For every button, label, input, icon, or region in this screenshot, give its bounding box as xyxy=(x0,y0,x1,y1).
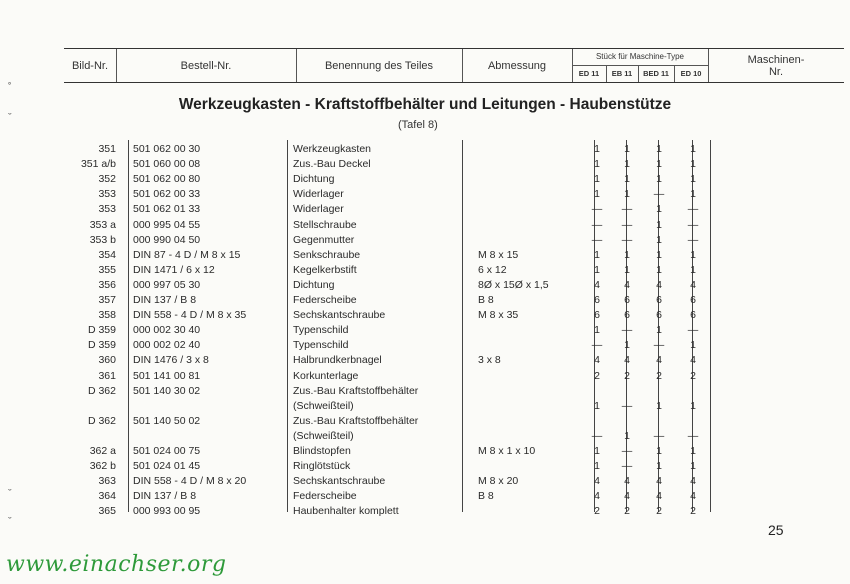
cell-quantity: 4 xyxy=(594,354,600,367)
cell-quantity: 1 xyxy=(594,248,600,261)
cell-abmessung: 8Ø x 15Ø x 1,5 xyxy=(478,278,549,291)
cell-quantity: 1 xyxy=(656,324,662,337)
cell-quantity: 4 xyxy=(690,354,696,367)
table-row xyxy=(0,172,850,187)
cell-quantity: 1 xyxy=(656,173,662,186)
cell-quantity: 4 xyxy=(656,354,662,367)
table-row xyxy=(0,399,850,414)
cell-benennung: Halbrundkerbnagel xyxy=(293,354,382,367)
cell-quantity: — xyxy=(687,233,699,246)
table-header xyxy=(64,48,844,83)
cell-quantity: 2 xyxy=(624,369,630,382)
cell-bild-nr: 358 xyxy=(98,309,116,322)
cell-quantity: 2 xyxy=(594,369,600,382)
table-row xyxy=(0,263,850,278)
cell-quantity: 1 xyxy=(624,158,630,171)
table-row xyxy=(0,444,850,459)
cell-bestell-nr: 000 002 02 40 xyxy=(133,339,201,352)
cell-quantity: 1 xyxy=(690,399,696,412)
table-row xyxy=(0,308,850,323)
cell-bild-nr: 361 xyxy=(98,369,116,382)
cell-quantity: 1 xyxy=(656,158,662,171)
cell-quantity: 1 xyxy=(594,158,600,171)
cell-bild-nr: 360 xyxy=(98,354,116,367)
cell-bild-nr: 365 xyxy=(98,505,116,518)
table-row xyxy=(0,142,850,157)
cell-quantity: 2 xyxy=(594,505,600,518)
cell-quantity: 6 xyxy=(656,309,662,322)
cell-bild-nr: 362 b xyxy=(89,460,116,473)
cell-bild-nr: 351 a/b xyxy=(80,158,116,171)
cell-bild-nr: 351 xyxy=(98,143,116,155)
cell-bild-nr: 357 xyxy=(98,294,116,306)
cell-quantity: — xyxy=(621,445,633,457)
cell-benennung: Federscheibe xyxy=(293,294,357,306)
cell-quantity: 1 xyxy=(690,173,696,186)
table-row xyxy=(0,187,850,202)
cell-bild-nr: 363 xyxy=(98,475,116,488)
cell-quantity: 4 xyxy=(624,490,630,503)
cell-quantity: — xyxy=(621,399,633,412)
cell-bild-nr: 352 xyxy=(98,173,116,186)
cell-quantity: 2 xyxy=(690,505,696,518)
table-row xyxy=(0,218,850,233)
cell-quantity: 1 xyxy=(624,339,630,352)
page-number: 25 xyxy=(768,522,784,538)
cell-benennung: (Schweißteil) xyxy=(293,399,354,412)
cell-benennung: Federscheibe xyxy=(293,490,357,503)
cell-quantity: 1 xyxy=(690,460,696,473)
cell-bild-nr: 353 a xyxy=(89,218,116,231)
cell-quantity: 1 xyxy=(656,399,662,412)
cell-abmessung: M 8 x 1 x 10 xyxy=(478,445,536,457)
margin-mark: ˇ xyxy=(8,516,12,528)
cell-bestell-nr: 501 141 00 81 xyxy=(133,369,201,382)
cell-bestell-nr: DIN 1471 / 6 x 12 xyxy=(133,263,215,276)
cell-quantity: 4 xyxy=(656,475,662,488)
cell-benennung: Zus.-Bau Deckel xyxy=(293,158,371,171)
cell-quantity: 6 xyxy=(690,309,696,322)
cell-bestell-nr: 000 995 04 55 xyxy=(133,218,201,231)
cell-quantity: 6 xyxy=(624,309,630,322)
cell-bestell-nr: DIN 558 - 4 D / M 8 x 20 xyxy=(133,475,247,488)
cell-benennung: Gegenmutter xyxy=(293,233,355,246)
cell-quantity: 4 xyxy=(624,475,630,488)
cell-quantity: 1 xyxy=(624,173,630,186)
cell-bestell-nr: 000 993 00 95 xyxy=(133,505,201,518)
cell-quantity: 1 xyxy=(690,263,696,276)
cell-quantity: 6 xyxy=(594,309,600,322)
cell-quantity: 4 xyxy=(624,278,630,291)
cell-bild-nr: D 362 xyxy=(87,414,116,427)
table-row xyxy=(0,202,850,217)
cell-abmessung: M 8 x 15 xyxy=(478,248,519,261)
cell-quantity: 6 xyxy=(690,294,696,306)
cell-quantity: 1 xyxy=(624,429,630,442)
cell-bestell-nr: 000 997 05 30 xyxy=(133,278,201,291)
cell-bild-nr: D 362 xyxy=(87,384,116,397)
table-row xyxy=(0,293,850,308)
cell-benennung: Werkzeugkasten xyxy=(293,143,372,155)
header-type-ed10: ED 10 xyxy=(680,69,702,78)
cell-benennung: Widerlager xyxy=(293,203,344,216)
cell-quantity: — xyxy=(653,429,665,442)
cell-quantity: — xyxy=(621,233,633,246)
cell-quantity: 4 xyxy=(690,278,696,291)
cell-quantity: — xyxy=(591,203,603,216)
cell-quantity: 1 xyxy=(656,143,662,155)
table-row xyxy=(0,414,850,429)
cell-bestell-nr: 000 990 04 50 xyxy=(133,233,201,246)
cell-quantity: — xyxy=(687,324,699,337)
table-row xyxy=(0,459,850,474)
cell-benennung: Sechskantschraube xyxy=(293,475,386,488)
cell-quantity: 4 xyxy=(690,475,696,488)
table-row xyxy=(0,474,850,489)
margin-mark: ˚ xyxy=(8,82,12,94)
cell-quantity: 4 xyxy=(594,475,600,488)
cell-quantity: 1 xyxy=(594,399,600,412)
cell-bestell-nr: DIN 1476 / 3 x 8 xyxy=(133,354,209,367)
cell-benennung: Widerlager xyxy=(293,188,344,201)
cell-quantity: — xyxy=(653,188,665,201)
cell-benennung: Stellschraube xyxy=(293,218,357,231)
cell-bestell-nr: 501 062 00 30 xyxy=(133,143,201,155)
cell-quantity: — xyxy=(687,203,699,216)
cell-bestell-nr: 501 062 00 33 xyxy=(133,188,201,201)
cell-bestell-nr: 501 024 01 45 xyxy=(133,460,201,473)
cell-quantity: — xyxy=(591,339,603,352)
cell-quantity: 6 xyxy=(656,294,662,306)
header-maschinen: Maschinen- Nr. xyxy=(747,53,805,78)
cell-bestell-nr: DIN 87 - 4 D / M 8 x 15 xyxy=(133,248,241,261)
cell-bild-nr: 356 xyxy=(98,278,116,291)
cell-quantity: — xyxy=(621,324,633,337)
table-row xyxy=(0,384,850,399)
cell-benennung: Korkunterlage xyxy=(293,369,359,382)
cell-abmessung: B 8 xyxy=(478,294,494,306)
cell-quantity: 1 xyxy=(594,445,600,457)
cell-quantity: 2 xyxy=(656,369,662,382)
cell-quantity: 1 xyxy=(656,445,662,457)
cell-quantity: 1 xyxy=(656,233,662,246)
cell-abmessung: B 8 xyxy=(478,490,494,503)
table-row xyxy=(0,504,850,519)
cell-quantity: 4 xyxy=(594,490,600,503)
cell-benennung: Dichtung xyxy=(293,173,335,186)
cell-quantity: 1 xyxy=(690,339,696,352)
cell-bild-nr: 353 b xyxy=(89,233,116,246)
cell-bild-nr: D 359 xyxy=(87,324,116,337)
cell-quantity: 1 xyxy=(690,158,696,171)
table-row xyxy=(0,278,850,293)
margin-mark: ˇ xyxy=(8,488,12,500)
cell-quantity: 4 xyxy=(656,490,662,503)
cell-bestell-nr: DIN 137 / B 8 xyxy=(133,490,197,503)
watermark: www.einachser.org xyxy=(6,552,227,577)
cell-quantity: 1 xyxy=(690,188,696,201)
table-row xyxy=(0,233,850,248)
cell-quantity: 4 xyxy=(594,278,600,291)
cell-quantity: 4 xyxy=(656,278,662,291)
cell-quantity: — xyxy=(687,429,699,442)
header-abmessung: Abmessung xyxy=(487,59,547,72)
cell-bild-nr: 354 xyxy=(98,248,116,261)
cell-bestell-nr: 000 002 30 40 xyxy=(133,324,201,337)
cell-quantity: 1 xyxy=(594,143,600,155)
table-row xyxy=(0,353,850,368)
cell-quantity: 2 xyxy=(690,369,696,382)
cell-bild-nr: 364 xyxy=(98,490,116,503)
cell-bestell-nr: 501 060 00 08 xyxy=(133,158,201,171)
cell-bild-nr: 353 xyxy=(98,203,116,216)
cell-quantity: — xyxy=(653,339,665,352)
table-row xyxy=(0,369,850,384)
cell-bestell-nr: 501 062 01 33 xyxy=(133,203,201,216)
cell-quantity: 1 xyxy=(624,263,630,276)
cell-quantity: — xyxy=(687,218,699,231)
cell-benennung: Blindstopfen xyxy=(293,445,351,457)
cell-benennung: Sechskantschraube xyxy=(293,309,386,322)
cell-bestell-nr: 501 024 00 75 xyxy=(133,445,201,457)
cell-quantity: 2 xyxy=(624,505,630,518)
cell-bestell-nr: 501 062 00 80 xyxy=(133,173,201,186)
cell-quantity: — xyxy=(591,429,603,442)
cell-quantity: — xyxy=(621,203,633,216)
table-row xyxy=(0,338,850,353)
cell-quantity: 6 xyxy=(624,294,630,306)
cell-bestell-nr: 501 140 50 02 xyxy=(133,414,201,427)
cell-benennung: Senkschraube xyxy=(293,248,361,261)
cell-benennung: Ringlötstück xyxy=(293,460,351,473)
cell-quantity: 1 xyxy=(594,263,600,276)
cell-abmessung: 6 x 12 xyxy=(478,263,507,276)
cell-benennung: Kegelkerbstift xyxy=(293,263,357,276)
header-type-bed11: BED 11 xyxy=(643,69,669,78)
cell-bild-nr: 355 xyxy=(98,263,116,276)
cell-quantity: 1 xyxy=(656,203,662,216)
cell-quantity: 1 xyxy=(656,248,662,261)
cell-benennung: Dichtung xyxy=(293,278,335,291)
cell-quantity: 1 xyxy=(624,248,630,261)
cell-quantity: 1 xyxy=(624,188,630,201)
cell-benennung: Zus.-Bau Kraftstoffbehälter xyxy=(293,414,419,427)
header-benennung: Benennung des Teiles xyxy=(324,59,434,72)
cell-benennung: (Schweißteil) xyxy=(293,429,354,442)
cell-quantity: 1 xyxy=(594,460,600,473)
cell-quantity: — xyxy=(591,233,603,246)
cell-quantity: 1 xyxy=(594,173,600,186)
cell-bestell-nr: 501 140 30 02 xyxy=(133,384,201,397)
cell-quantity: 2 xyxy=(656,505,662,518)
cell-benennung: Typenschild xyxy=(293,324,349,337)
header-type-ed11: ED 11 xyxy=(578,69,600,78)
table-row xyxy=(0,157,850,172)
header-bestell: Bestell-Nr. xyxy=(180,59,232,72)
table-row xyxy=(0,489,850,504)
margin-mark: ˇ xyxy=(8,112,12,124)
cell-quantity: — xyxy=(621,218,633,231)
cell-quantity: 1 xyxy=(656,263,662,276)
cell-quantity: 1 xyxy=(656,460,662,473)
cell-quantity: 1 xyxy=(690,143,696,155)
cell-quantity: 4 xyxy=(624,354,630,367)
cell-bild-nr: 353 xyxy=(98,188,116,201)
header-bild: Bild-Nr. xyxy=(71,59,109,72)
cell-benennung: Zus.-Bau Kraftstoffbehälter xyxy=(293,384,419,397)
cell-bestell-nr: DIN 137 / B 8 xyxy=(133,294,197,306)
cell-quantity: 1 xyxy=(656,218,662,231)
cell-quantity: 1 xyxy=(624,143,630,155)
cell-abmessung: M 8 x 20 xyxy=(478,475,519,488)
cell-quantity: 1 xyxy=(594,324,600,337)
table-row xyxy=(0,429,850,444)
cell-bild-nr: 362 a xyxy=(89,445,116,457)
header-stueck-title: Stück für Maschine-Type xyxy=(595,52,685,61)
cell-quantity: — xyxy=(591,218,603,231)
cell-quantity: 1 xyxy=(690,445,696,457)
cell-quantity: 6 xyxy=(594,294,600,306)
section-title: Werkzeugkasten - Kraftstoffbehälter und Leitungen - Haubenstütze xyxy=(178,96,672,113)
cell-bestell-nr: DIN 558 - 4 D / M 8 x 35 xyxy=(133,309,247,322)
cell-quantity: 4 xyxy=(690,490,696,503)
section-subtitle: (Tafel 8) xyxy=(398,119,438,131)
cell-benennung: Haubenhalter komplett xyxy=(293,505,399,518)
table-row xyxy=(0,248,850,263)
cell-quantity: — xyxy=(621,460,633,473)
cell-quantity: 1 xyxy=(690,248,696,261)
table-row xyxy=(0,323,850,338)
cell-benennung: Typenschild xyxy=(293,339,349,352)
cell-abmessung: M 8 x 35 xyxy=(478,309,519,322)
cell-bild-nr: D 359 xyxy=(87,339,116,352)
header-type-eb11: EB 11 xyxy=(611,69,633,78)
cell-abmessung: 3 x 8 xyxy=(478,354,501,367)
cell-quantity: 1 xyxy=(594,188,600,201)
